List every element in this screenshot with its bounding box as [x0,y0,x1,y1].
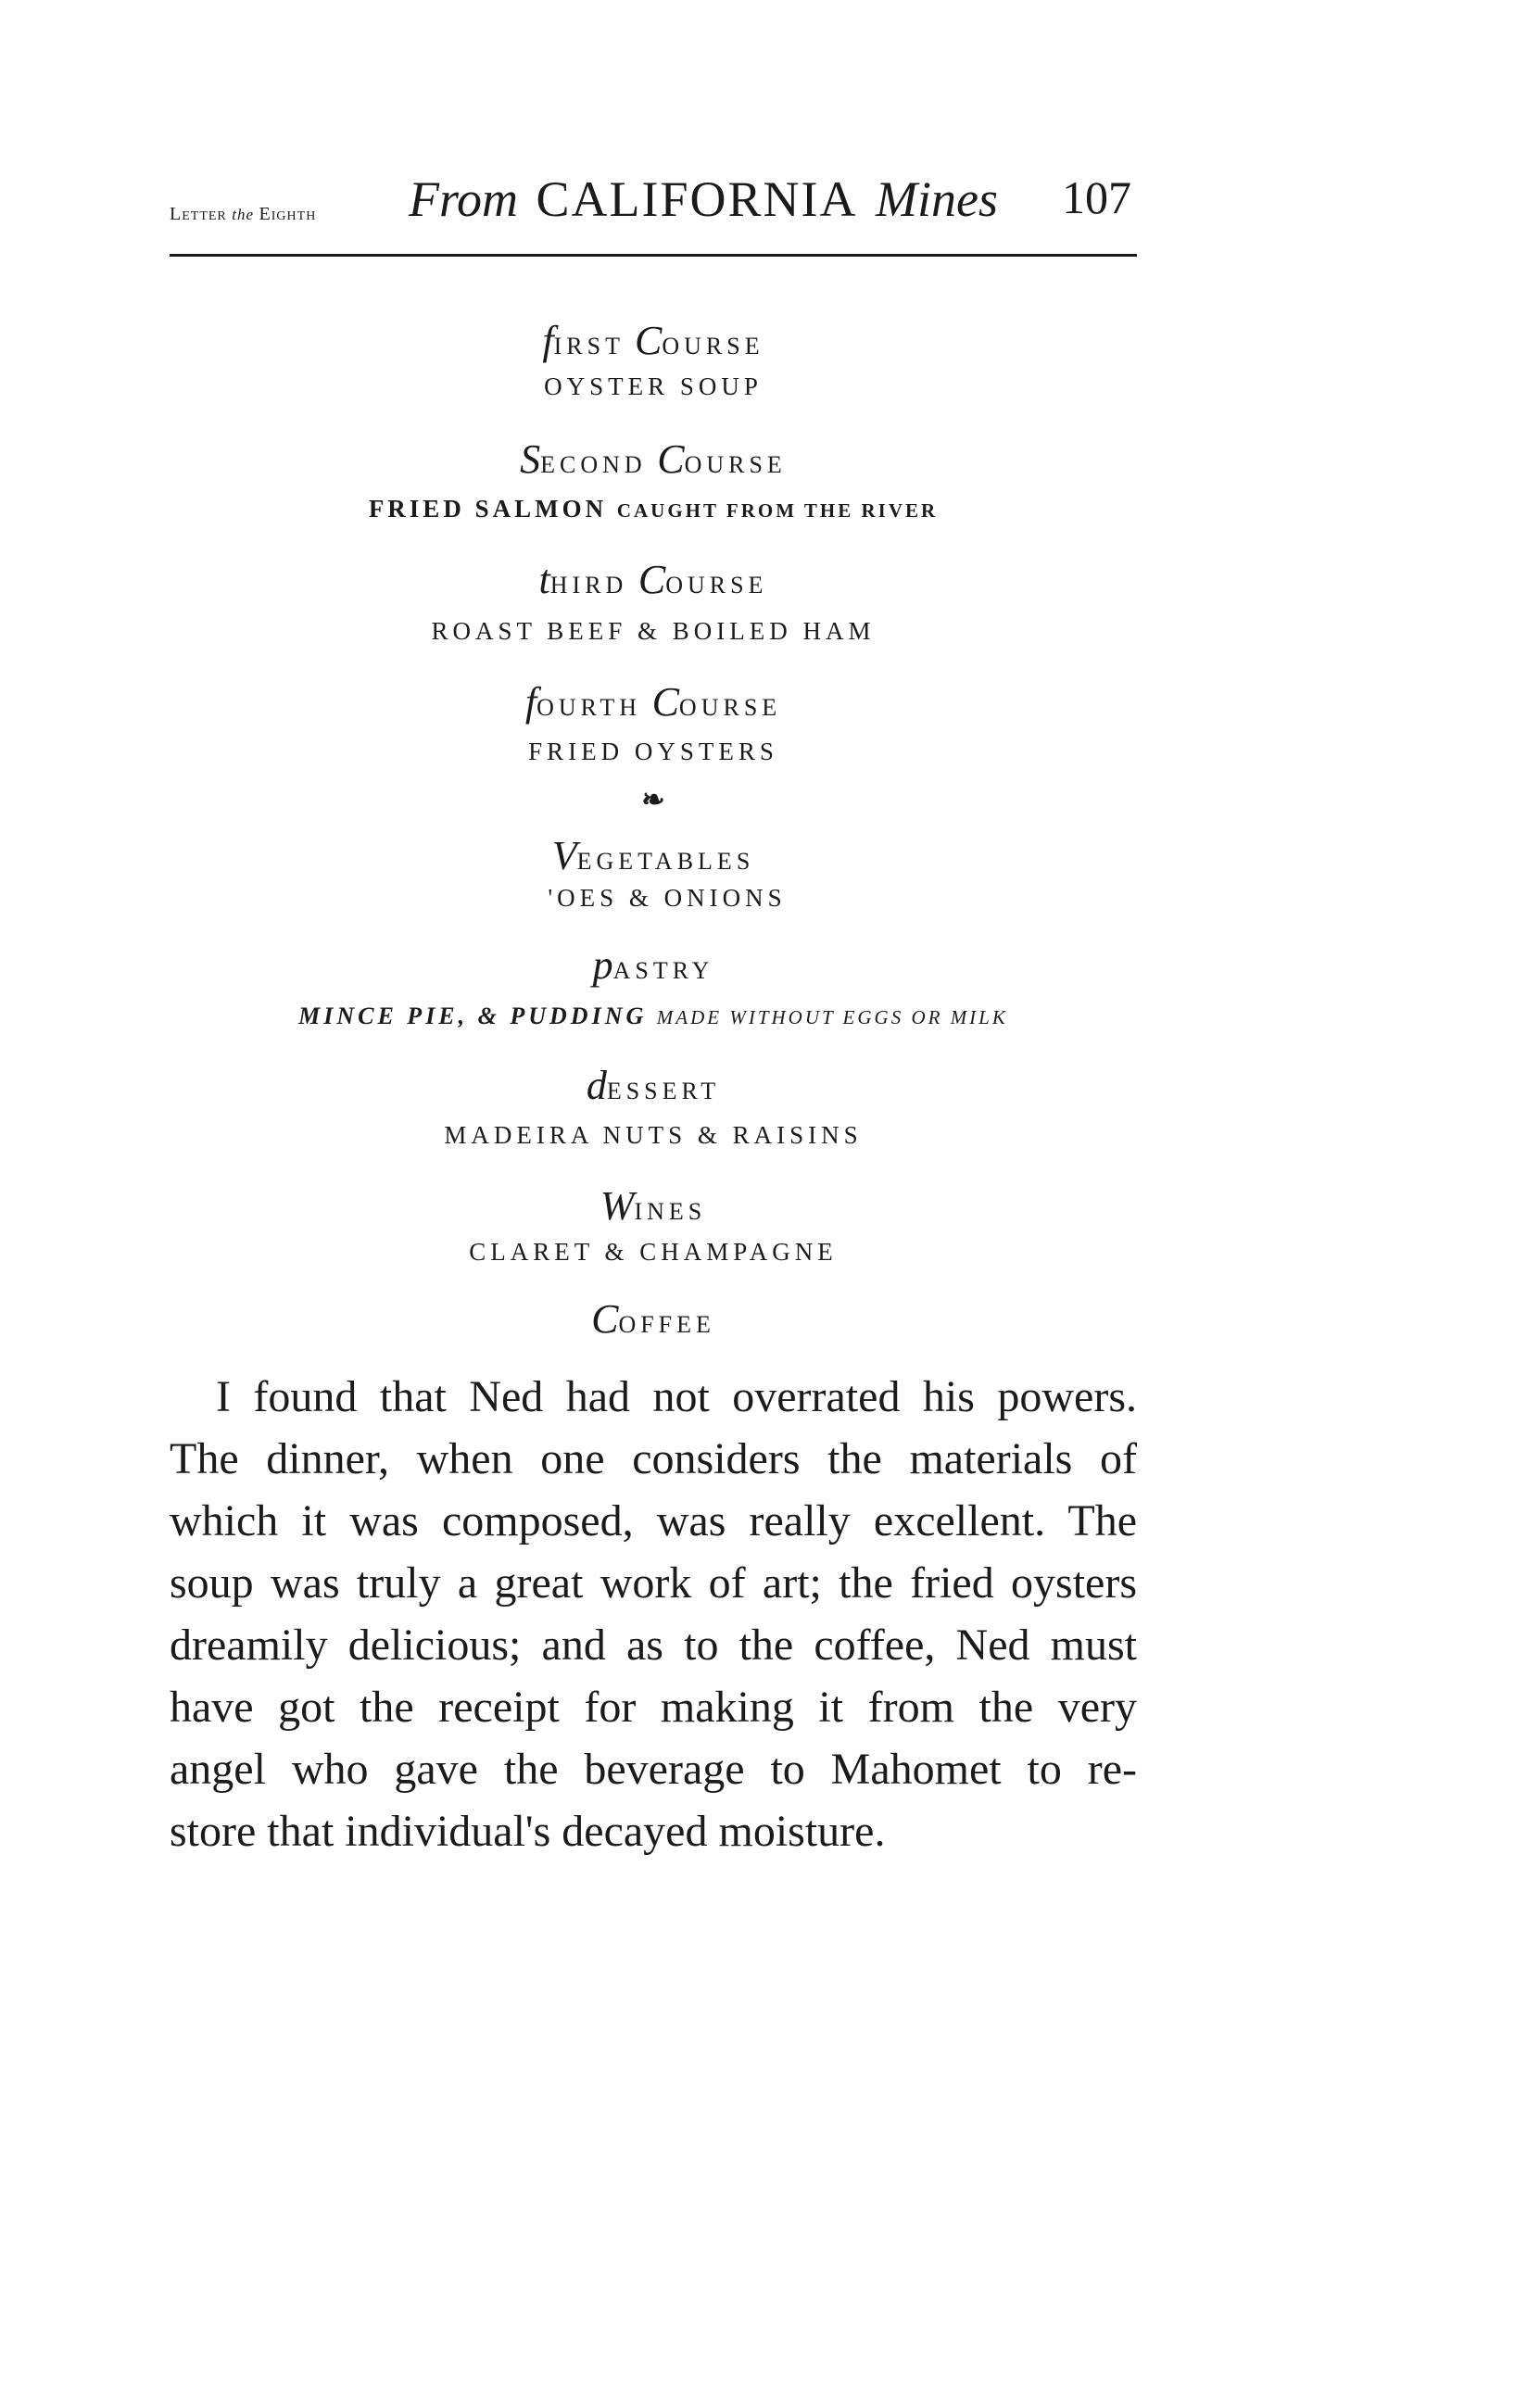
paragraph-line: soup was truly a great work of art; the fried oysters [170,1558,1137,1608]
running-title-mines: Mines [876,171,998,227]
vegetables-heading [170,832,1137,879]
heading-word: OURTH [536,694,642,721]
running-title-from: From [409,171,518,227]
heading-initial: p [592,942,613,988]
heading-initial: C [651,679,679,725]
heading-word: OURSE [662,333,764,359]
fourth-course-dish: FRIED OYSTERS [528,738,778,765]
heading-initial: V [551,833,577,878]
heading-initial: C [637,557,666,602]
second-course-dish [170,495,1137,523]
letter-label-ordinal: Eighth [259,204,317,224]
heading-word: EGETABLES [576,848,755,875]
paragraph-line: I found that Ned had not overrated his powers. [216,1372,1137,1421]
heading-initial: C [635,318,663,363]
running-header [170,165,1137,239]
letter-label-word: Letter [170,204,227,224]
heading-initial: t [538,557,550,602]
heading-word: OFFEE [618,1311,715,1338]
dish-main: FRIED SALMON [368,495,608,523]
header-rule [170,254,1137,257]
paragraph-line: The dinner, when one considers the materials of [170,1434,1137,1483]
paragraph-line: store that individual's decayed moisture. [170,1807,886,1856]
heading-word: OURSE [665,572,768,599]
running-title [409,170,998,228]
fleuron-ornament-icon: ❧ [641,785,665,815]
heading-word: INES [634,1198,707,1225]
heading-word: IRST [553,333,625,359]
dish-note: CAUGHT FROM THE RIVER [616,499,939,522]
third-course-dish: ROAST BEEF & BOILED HAM [431,617,876,645]
heading-word: HIRD [549,572,628,599]
heading-word: ESSERT [606,1078,721,1104]
heading-initial: C [591,1296,619,1342]
heading-initial: W [600,1183,635,1229]
first-course-dish: OYSTER SOUP [544,372,763,400]
vegetables-dish: 'OES & ONIONS [548,884,787,912]
coffee-heading [170,1295,1137,1343]
paragraph-line: have got the receipt for making it from the very [170,1683,1137,1732]
dessert-dish: MADEIRA NUTS & RAISINS [444,1121,863,1149]
heading-initial: d [586,1063,607,1108]
paragraph-line: angel who gave the beverage to Mahomet to re- [170,1745,1137,1794]
dish-main: MINCE PIE, & PUDDING [298,1003,648,1029]
pastry-heading [170,941,1137,989]
paragraph-line: which it was composed, was really excellent. The [170,1496,1137,1545]
first-course-heading [170,317,1137,364]
pastry-dish [170,1003,1137,1030]
wines-dish: CLARET & CHAMPAGNE [469,1238,838,1266]
running-title-state: CALIFORNIA [536,171,858,227]
dish-note: MADE WITHOUT EGGS OR MILK [656,1006,1008,1028]
heading-word: OURSE [684,451,787,478]
heading-initial: C [657,436,685,482]
heading-initial: f [542,318,554,363]
heading-word: ECOND [540,451,647,478]
letter-label-article: the [232,206,255,223]
page-number: 107 [1062,171,1131,223]
heading-initial: f [524,679,537,725]
paragraph-line: dreamily delicious; and as to the coffee, Ned must [170,1621,1137,1670]
heading-word: OURSE [678,694,782,721]
wines-heading [170,1182,1137,1230]
third-course-heading [170,556,1137,603]
dessert-heading [170,1062,1137,1109]
fourth-course-heading [170,678,1137,725]
heading-initial: S [520,436,541,482]
letter-label [170,204,316,225]
second-course-heading [170,435,1137,483]
heading-word: ASTRY [612,957,714,984]
